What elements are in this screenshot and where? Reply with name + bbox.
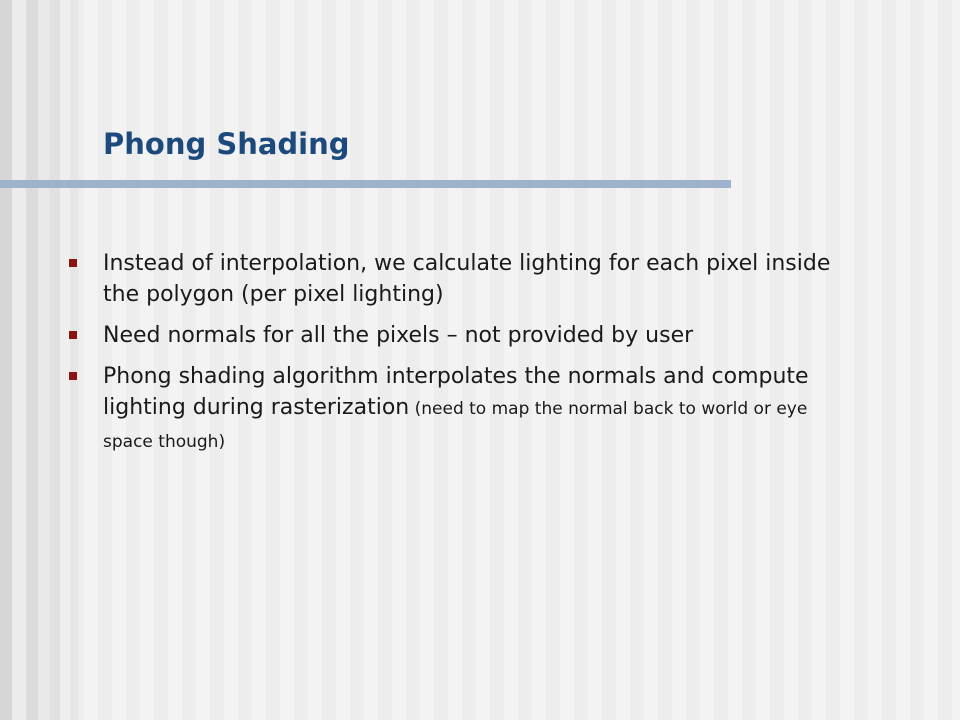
- bullet-text: Instead of interpolation, we calculate lighting for each pixel inside the polygon (per pixel lighting): [103, 251, 831, 307]
- bullet-item: [66, 361, 846, 458]
- square-bullet-icon: [69, 331, 77, 339]
- bullet-note: (need to map the normal back to world or eye space though): [103, 399, 808, 452]
- slide-title: Phong Shading: [103, 127, 350, 161]
- square-bullet-icon: [69, 259, 77, 267]
- bullet-text: Phong shading algorithm interpolates the normals and compute lighting during rasterization: [103, 364, 809, 420]
- bullet-text: Need normals for all the pixels – not provided by user: [103, 323, 694, 348]
- bullet-list: [66, 248, 846, 468]
- bullet-item: [66, 320, 846, 351]
- bullet-item: [66, 248, 846, 310]
- title-underline: [0, 180, 731, 188]
- square-bullet-icon: [69, 372, 77, 380]
